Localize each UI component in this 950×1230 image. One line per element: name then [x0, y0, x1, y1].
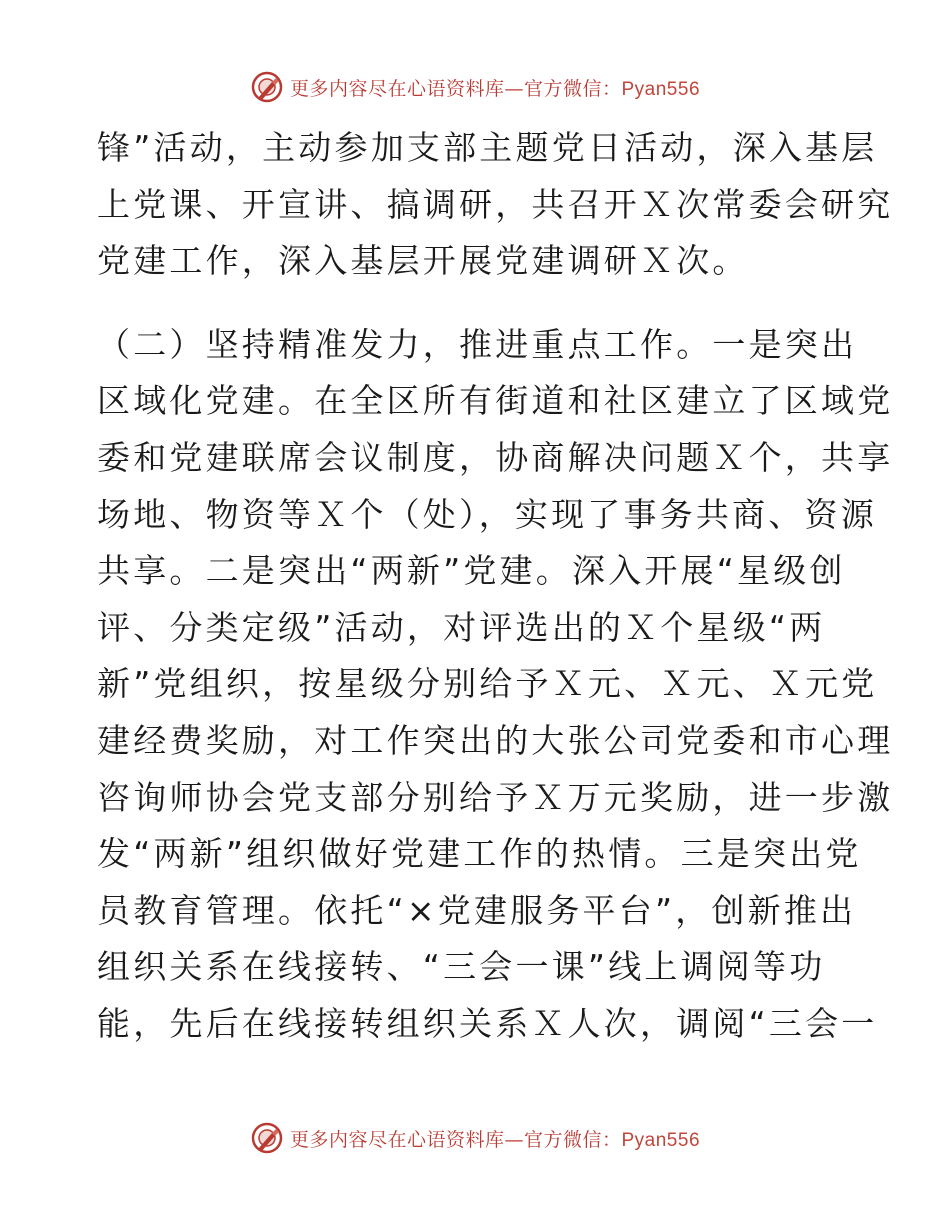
text-line: 员教育管理。依托“×党建服务平台”，创新推出 — [97, 890, 857, 930]
text-line: 评、分类定级”活动，对评选出的Ｘ个星级“两 — [97, 607, 826, 647]
text-line: 锋”活动，主动参加支部主题党日活动，深入基层 — [97, 128, 878, 167]
text-line: 共享。二是突出“两新”党建。深入开展“星级创 — [97, 551, 846, 591]
text-line: 委和党建联席会议制度，协商解决问题Ｘ个，共享 — [97, 437, 894, 477]
paragraph-continued — [97, 120, 894, 290]
text-line: （二）坚持精准发力，推进重点工作。一是突出 — [97, 324, 858, 364]
watermark-text: 更多内容尽在心语资料库—官方微信：Pyan556 — [289, 77, 701, 100]
text-line: 上党课、开宣讲、搞调研，共召开Ｘ次常委会研究 — [97, 184, 894, 224]
pen-logo-icon — [250, 1121, 284, 1155]
text-line: 建经费奖励，对工作突出的大张公司党委和市心理 — [97, 720, 894, 760]
text-line: 咨询师协会党支部分别给予Ｘ万元奖励，进一步激 — [97, 777, 894, 817]
text-line: 组织关系在线接转、“三会一课”线上调阅等功 — [97, 947, 826, 987]
watermark-text: 更多内容尽在心语资料库—官方微信：Pyan556 — [289, 1128, 701, 1151]
header-watermark — [0, 70, 950, 104]
paragraph-section-two — [97, 317, 894, 1053]
document-body — [97, 120, 894, 1053]
text-line: 区域化党建。在全区所有街道和社区建立了区域党 — [97, 381, 894, 421]
watermark-handle: Pyan556 — [621, 78, 701, 100]
text-line: 场地、物资等Ｘ个（处），实现了事务共商、资源 — [97, 494, 877, 534]
watermark-handle: Pyan556 — [621, 1129, 701, 1151]
pen-logo-icon — [250, 70, 284, 104]
text-line: 新”党组织，按星级分别给予Ｘ元、Ｘ元、Ｘ元党 — [97, 664, 878, 704]
text-line: 发“两新”组织做好党建工作的热情。三是突出党 — [97, 834, 862, 874]
text-line: 能，先后在线接转组织关系Ｘ人次，调阅“三会一 — [97, 1003, 878, 1043]
footer-watermark — [0, 1121, 950, 1155]
text-line: 党建工作，深入基层开展党建调研Ｘ次。 — [97, 241, 749, 281]
